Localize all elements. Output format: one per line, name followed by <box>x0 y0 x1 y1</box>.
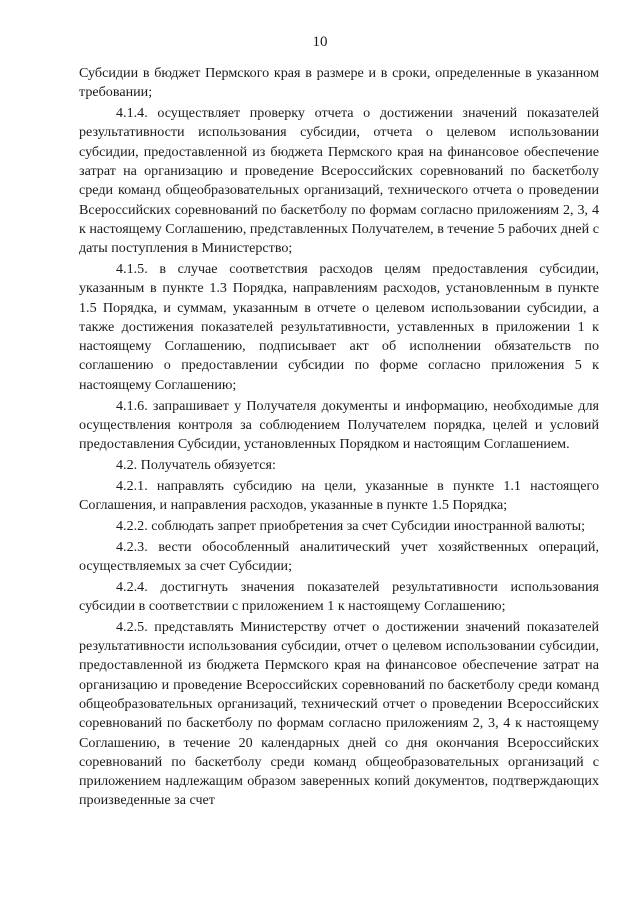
paragraph-4-1-5: 4.1.5. в случае соответствия расходов целям предоставления субсидии, указанным в пункте 1.3 Порядка, направлениям расходов, установленным в пункте 1.5 Порядка, и суммам, указанным в отчете о целевом использовании субсидии, а также достижения показателей результативности, уставленных в приложении 1 к настоящему Соглашению, подписывает акт об исполнении обязательств по соглашению о предоставлении субсидии по форме согласно приложения 5 к настоящему Соглашению; <box>79 260 599 393</box>
paragraph-4-2-4: 4.2.4. достигнуть значения показателей результативности использования субсидии в соответствии с приложением 1 к настоящему Соглашению; <box>79 578 599 615</box>
paragraph-4-2-2: 4.2.2. соблюдать запрет приобретения за счет Субсидии иностранной валюты; <box>116 517 586 534</box>
paragraph-4-2-5: 4.2.5. представлять Министерству отчет о достижении значений показателей результативности использования субсидии, отчет о целевом использовании субсидии, предоставленной из бюджета Пермского края на финансовое обеспечение затрат на организацию и проведение Всероссийских соревнований по баскетболу среди команд общеобразовательных организаций, технический отчет о проведении Всероссийских соревнований по баскетболу по формам согласно приложениям 2, 3, 4 к настоящему Соглашению, в течение 20 календарных дней со дня окончания Всероссийских соревнований по баскетболу среди команд общеобразовательных организаций с приложением надлежащим образом заверенных копий документов, подтверждающих произведенные за счет <box>79 618 599 809</box>
paragraph-4-1-4: 4.1.4. осуществляет проверку отчета о достижении значений показателей результативности использования субсидии, отчета о целевом использовании субсидии, предоставленной из бюджета Пермского края на финансовое обеспечение затрат на организацию и проведение Всероссийских соревнований по баскетболу среди команд общеобразовательных организаций, технического отчета о проведении Всероссийских соревнований по баскетболу по формам согласно приложениям 2, 3, 4 к настоящему Соглашению, представленных Получателем, в течение 5 рабочих дней с даты поступления в Министерство; <box>79 105 599 257</box>
paragraph-continuation: Субсидии в бюджет Пермского края в размере и в сроки, определенные в указанном требовании; <box>79 65 599 101</box>
paragraph-4-1-6: 4.1.6. запрашивает у Получателя документы и информацию, необходимые для осуществления контроля за соблюдением Получателем порядка, целей и условий предоставления Субсидии, установленных Порядком и настоящим Соглашением. <box>79 397 599 453</box>
paragraph-4-2-1: 4.2.1. направлять субсидию на цели, указанные в пункте 1.1 настоящего Соглашения, и направления расходов, указанные в пункте 1.5 Порядка; <box>79 477 599 514</box>
paragraph-4-2: 4.2. Получатель обязуется: <box>116 456 276 473</box>
document-body <box>79 64 599 812</box>
page-number: 10 <box>312 34 328 50</box>
paragraph-4-2-3: 4.2.3. вести обособленный аналитический учет хозяйственных операций, осуществляемых за счет Субсидии; <box>79 538 599 574</box>
